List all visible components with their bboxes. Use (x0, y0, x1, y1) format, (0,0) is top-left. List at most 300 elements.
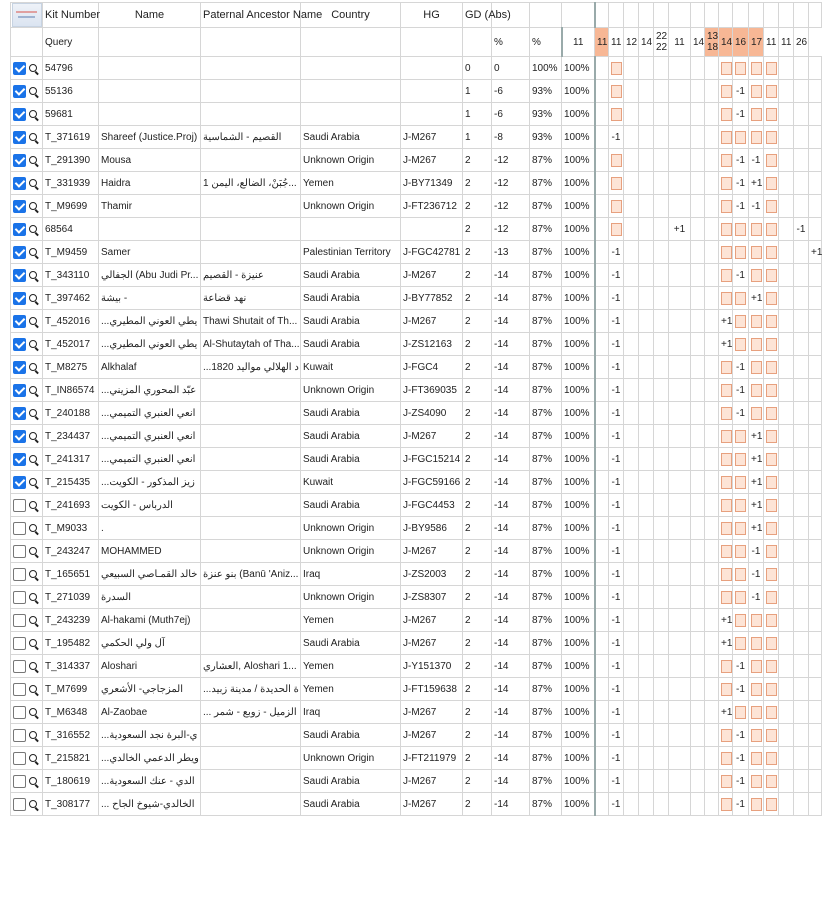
member-name: . (99, 517, 201, 540)
row-checkbox[interactable] (13, 315, 26, 328)
kit-number[interactable]: T_343110 (43, 264, 99, 287)
genetic-distance: 2 (463, 218, 492, 241)
col-country[interactable]: Country (301, 3, 401, 28)
row-checkbox[interactable] (13, 200, 26, 213)
marker-diff (809, 632, 822, 655)
table-row[interactable] (11, 494, 822, 517)
col-mutation-rate[interactable] (492, 3, 530, 28)
magnifier-icon[interactable] (29, 110, 37, 118)
table-row[interactable] (11, 195, 822, 218)
member-name: بيشة - (99, 287, 201, 310)
marker-diff (779, 425, 794, 448)
marker-diff: -1 (733, 678, 749, 701)
marker-diff (654, 724, 669, 747)
row-checkbox[interactable] (13, 798, 26, 811)
magnifier-icon[interactable] (29, 225, 37, 233)
marker-diff (691, 195, 705, 218)
col-marker-dys426[interactable] (595, 3, 609, 28)
magnifier-icon[interactable] (29, 340, 37, 348)
identical-percent: 87% (530, 678, 562, 701)
marker-diff (669, 471, 691, 494)
off-by-one-percent: 100% (562, 218, 595, 241)
row-checkbox[interactable] (13, 568, 26, 581)
table-row[interactable] (11, 241, 822, 264)
table-row[interactable] (11, 448, 822, 471)
marker-match-box (735, 614, 746, 627)
kit-number[interactable]: T_452016 (43, 310, 99, 333)
table-row[interactable] (11, 793, 822, 816)
table-row[interactable] (11, 425, 822, 448)
marker-diff (595, 724, 609, 747)
table-row[interactable] (11, 57, 822, 80)
magnifier-icon[interactable] (29, 432, 37, 440)
col-marker-dys392[interactable] (624, 3, 639, 28)
row-select-cell (11, 356, 43, 379)
kit-number[interactable]: T_331939 (43, 172, 99, 195)
marker-diff (595, 678, 609, 701)
row-checkbox[interactable] (13, 407, 26, 420)
country: Kuwait (301, 356, 401, 379)
col-marker-dys388[interactable] (764, 3, 779, 28)
identical-percent: 87% (530, 172, 562, 195)
marker-diff (639, 195, 654, 218)
marker-diff (639, 333, 654, 356)
magnifier-icon[interactable] (29, 248, 37, 256)
table-row[interactable] (11, 563, 822, 586)
row-checkbox[interactable] (13, 660, 26, 673)
table-row[interactable] (11, 80, 822, 103)
marker-diff (719, 655, 733, 678)
haplogroup: J-M267 (401, 632, 463, 655)
magnifier-icon[interactable] (29, 87, 37, 95)
col-marker-dys385[interactable] (719, 3, 733, 28)
table-row[interactable] (11, 379, 822, 402)
kit-number[interactable]: T_IN86574 (43, 379, 99, 402)
kit-number[interactable]: 55136 (43, 80, 99, 103)
query-marker-value: 17 (749, 28, 764, 57)
marker-diff (779, 609, 794, 632)
marker-diff (779, 57, 794, 80)
row-checkbox[interactable] (13, 522, 26, 535)
magnifier-icon[interactable] (29, 731, 37, 739)
marker-diff (719, 195, 733, 218)
kit-number[interactable]: T_241317 (43, 448, 99, 471)
marker-diff (669, 80, 691, 103)
row-checkbox[interactable] (13, 246, 26, 259)
marker-match-box (721, 246, 732, 259)
marker-diff (624, 57, 639, 80)
col-marker-dys389ii-i[interactable] (749, 3, 764, 28)
marker-diff (764, 57, 779, 80)
table-row[interactable] (11, 264, 822, 287)
marker-diff (779, 770, 794, 793)
kit-number[interactable]: T_234437 (43, 425, 99, 448)
marker-diff (669, 241, 691, 264)
kit-number[interactable]: T_243247 (43, 540, 99, 563)
off-by-one-percent: 100% (562, 356, 595, 379)
marker-match-box (751, 729, 762, 742)
row-checkbox[interactable] (13, 591, 26, 604)
col-hg[interactable]: HG (401, 3, 463, 28)
kit-number[interactable]: T_314337 (43, 655, 99, 678)
magnifier-icon[interactable] (29, 754, 37, 762)
marker-diff (691, 425, 705, 448)
kit-number[interactable]: T_M8275 (43, 356, 99, 379)
identical-percent: 87% (530, 402, 562, 425)
table-row[interactable] (11, 655, 822, 678)
member-name: Alkhalaf (99, 356, 201, 379)
kit-number[interactable]: T_241693 (43, 494, 99, 517)
marker-diff (691, 471, 705, 494)
marker-diff (705, 241, 719, 264)
kit-number[interactable]: T_243239 (43, 609, 99, 632)
row-checkbox[interactable] (13, 292, 26, 305)
marker-diff (639, 287, 654, 310)
magnifier-icon[interactable] (29, 179, 37, 187)
magnifier-icon[interactable] (29, 271, 37, 279)
kit-number[interactable]: T_M9033 (43, 517, 99, 540)
marker-diff (624, 356, 639, 379)
table-row[interactable] (11, 172, 822, 195)
paternal-ancestor (201, 586, 301, 609)
genetic-distance: 2 (463, 747, 492, 770)
marker-diff (764, 517, 779, 540)
marker-diff (764, 770, 779, 793)
paternal-ancestor: بنو عنزة (Banū 'Aniz... (201, 563, 301, 586)
table-row[interactable] (11, 609, 822, 632)
magnifier-icon[interactable] (29, 317, 37, 325)
marker-diff (809, 471, 822, 494)
haplogroup: J-FT236712 (401, 195, 463, 218)
marker-diff (779, 471, 794, 494)
row-checkbox[interactable] (13, 453, 26, 466)
marker-diff (639, 425, 654, 448)
marker-diff (779, 655, 794, 678)
kit-number[interactable]: T_452017 (43, 333, 99, 356)
magnifier-icon[interactable] (29, 524, 37, 532)
row-checkbox[interactable] (13, 269, 26, 282)
marker-diff: -1 (609, 494, 624, 517)
col-marker-dys438[interactable] (609, 3, 624, 28)
marker-diff (595, 103, 609, 126)
marker-diff (705, 701, 719, 724)
col-marker-dys439[interactable] (779, 3, 794, 28)
marker-diff (719, 494, 733, 517)
query-marker-value: 16 (733, 28, 749, 57)
marker-diff (794, 540, 809, 563)
magnifier-icon[interactable] (29, 478, 37, 486)
haplogroup: J-FT211979 (401, 747, 463, 770)
row-checkbox[interactable] (13, 614, 26, 627)
marker-diff (639, 770, 654, 793)
row-checkbox[interactable] (13, 683, 26, 696)
marker-diff: +1 (719, 333, 733, 356)
marker-diff (624, 103, 639, 126)
kit-number[interactable]: 68564 (43, 218, 99, 241)
magnifier-icon[interactable] (29, 64, 37, 72)
marker-diff (705, 471, 719, 494)
marker-diff (654, 149, 669, 172)
marker-diff (733, 333, 749, 356)
marker-diff (749, 701, 764, 724)
table-row[interactable] (11, 517, 822, 540)
col-marker-dys393[interactable] (639, 3, 654, 28)
marker-match-box (766, 384, 777, 397)
marker-diff (779, 586, 794, 609)
marker-diff (779, 632, 794, 655)
marker-diff (669, 310, 691, 333)
marker-diff (654, 678, 669, 701)
genetic-distance: 2 (463, 149, 492, 172)
identical-percent: 87% (530, 264, 562, 287)
table-row[interactable] (11, 770, 822, 793)
marker-match-box (766, 729, 777, 742)
row-checkbox[interactable] (13, 62, 26, 75)
col-marker-dys19[interactable] (705, 3, 719, 28)
marker-diff (779, 402, 794, 425)
magnifier-icon[interactable] (29, 685, 37, 693)
haplogroup: J-M267 (401, 264, 463, 287)
paternal-ancestor (201, 540, 301, 563)
marker-diff: -1 (733, 770, 749, 793)
haplogroup: J-M267 (401, 310, 463, 333)
off-by-one-percent: 100% (562, 448, 595, 471)
row-checkbox[interactable] (13, 85, 26, 98)
kit-number[interactable]: T_240188 (43, 402, 99, 425)
marker-diff (809, 310, 822, 333)
magnifier-icon[interactable] (29, 501, 37, 509)
row-checkbox[interactable] (13, 729, 26, 742)
kit-number[interactable]: T_215821 (43, 747, 99, 770)
row-checkbox[interactable] (13, 384, 26, 397)
marker-diff (691, 402, 705, 425)
marker-diff (794, 264, 809, 287)
table-row[interactable] (11, 287, 822, 310)
marker-match-box (721, 131, 732, 144)
magnifier-icon[interactable] (29, 593, 37, 601)
kit-number[interactable]: T_215435 (43, 471, 99, 494)
row-checkbox[interactable] (13, 338, 26, 351)
col-marker-dys437[interactable] (654, 3, 669, 28)
kit-number[interactable]: T_M7699 (43, 678, 99, 701)
magnifier-icon[interactable] (29, 363, 37, 371)
marker-diff (595, 379, 609, 402)
marker-diff (691, 103, 705, 126)
col-marker-y-gata-h4[interactable] (691, 3, 705, 28)
off-by-one-percent: 100% (562, 126, 595, 149)
marker-match-box (751, 407, 762, 420)
col-marker-ycaii[interactable] (669, 3, 691, 28)
table-row[interactable] (11, 632, 822, 655)
identical-percent: 87% (530, 356, 562, 379)
magnifier-icon[interactable] (29, 386, 37, 394)
kit-number[interactable]: T_371619 (43, 126, 99, 149)
row-checkbox[interactable] (13, 361, 26, 374)
col-off-by-one[interactable] (562, 3, 595, 28)
magnifier-icon[interactable] (29, 156, 37, 164)
col-paternal-ancestor[interactable]: Paternal Ancestor Name (201, 3, 301, 28)
marker-diff (691, 632, 705, 655)
table-row[interactable] (11, 310, 822, 333)
kit-number[interactable]: T_316552 (43, 724, 99, 747)
col-kit-number[interactable]: Kit Number (43, 3, 99, 28)
paternal-ancestor: القصيم - الشماسية (201, 126, 301, 149)
marker-diff: -1 (733, 747, 749, 770)
row-checkbox[interactable] (13, 430, 26, 443)
off-by-one-percent: 100% (562, 103, 595, 126)
mutation-log-sum: -14 (492, 793, 530, 816)
marker-diff: -1 (733, 172, 749, 195)
marker-diff (719, 218, 733, 241)
member-name: الدرباس - الكويت (99, 494, 201, 517)
marker-diff (691, 57, 705, 80)
row-checkbox[interactable] (13, 177, 26, 190)
marker-diff (764, 402, 779, 425)
table-row[interactable] (11, 586, 822, 609)
kit-number[interactable]: T_165651 (43, 563, 99, 586)
marker-diff (794, 563, 809, 586)
marker-match-box (735, 453, 746, 466)
marker-diff (639, 609, 654, 632)
genetic-distance: 2 (463, 770, 492, 793)
magnifier-icon[interactable] (29, 294, 37, 302)
magnifier-icon[interactable] (29, 547, 37, 555)
kit-number[interactable]: T_M9699 (43, 195, 99, 218)
marker-diff (809, 379, 822, 402)
magnifier-icon[interactable] (29, 570, 37, 578)
marker-diff (669, 149, 691, 172)
mutation-log-sum: -14 (492, 724, 530, 747)
kit-number[interactable]: T_195482 (43, 632, 99, 655)
magnifier-icon[interactable] (29, 409, 37, 417)
row-checkbox[interactable] (13, 752, 26, 765)
kit-number[interactable]: T_M6348 (43, 701, 99, 724)
col-marker-dys391[interactable] (794, 3, 809, 28)
col-name[interactable]: Name (99, 3, 201, 28)
marker-diff (669, 701, 691, 724)
marker-diff (779, 563, 794, 586)
marker-diff (639, 241, 654, 264)
kit-number[interactable]: T_291390 (43, 149, 99, 172)
marker-diff (691, 287, 705, 310)
haplogroup: J-BY77852 (401, 287, 463, 310)
row-checkbox[interactable] (13, 499, 26, 512)
marker-diff (764, 563, 779, 586)
magnifier-icon[interactable] (29, 708, 37, 716)
marker-diff (624, 471, 639, 494)
haplogroup (401, 80, 463, 103)
table-row[interactable] (11, 126, 822, 149)
magnifier-icon[interactable] (29, 616, 37, 624)
magnifier-icon[interactable] (29, 800, 37, 808)
magnifier-icon[interactable] (29, 639, 37, 647)
country: Saudi Arabia (301, 724, 401, 747)
marker-match-box (751, 85, 762, 98)
row-checkbox[interactable] (13, 706, 26, 719)
magnifier-icon[interactable] (29, 133, 37, 141)
marker-diff (669, 747, 691, 770)
magnifier-icon[interactable] (29, 662, 37, 670)
col-gd[interactable]: GD (Abs) (463, 3, 492, 28)
country (301, 57, 401, 80)
table-row[interactable] (11, 218, 822, 241)
mutation-log-sum: -8 (492, 126, 530, 149)
magnifier-icon[interactable] (29, 455, 37, 463)
paternal-ancestor (201, 793, 301, 816)
table-row[interactable] (11, 540, 822, 563)
marker-diff (624, 149, 639, 172)
magnifier-icon[interactable] (29, 202, 37, 210)
row-checkbox[interactable] (13, 154, 26, 167)
marker-diff (705, 793, 719, 816)
table-row[interactable] (11, 747, 822, 770)
row-checkbox[interactable] (13, 775, 26, 788)
row-checkbox[interactable] (13, 223, 26, 236)
query-marker-value: 11 (669, 28, 691, 57)
marker-diff (705, 126, 719, 149)
marker-diff (691, 678, 705, 701)
marker-diff (809, 540, 822, 563)
table-row[interactable] (11, 356, 822, 379)
magnifier-icon[interactable] (29, 777, 37, 785)
table-row[interactable] (11, 402, 822, 425)
mutation-log-sum: -12 (492, 195, 530, 218)
table-row[interactable] (11, 333, 822, 356)
table-row[interactable] (11, 701, 822, 724)
table-row[interactable] (11, 724, 822, 747)
paternal-ancestor (201, 471, 301, 494)
col-identical[interactable] (530, 3, 562, 28)
identical-percent: 87% (530, 218, 562, 241)
kit-number[interactable]: 59681 (43, 103, 99, 126)
table-row[interactable] (11, 471, 822, 494)
marker-diff: -1 (609, 678, 624, 701)
country: Yemen (301, 655, 401, 678)
table-row[interactable] (11, 149, 822, 172)
col-marker-dys447[interactable] (809, 3, 822, 28)
col-marker-dys389i[interactable] (733, 3, 749, 28)
row-checkbox[interactable] (13, 131, 26, 144)
kit-number[interactable]: T_397462 (43, 287, 99, 310)
country: Saudi Arabia (301, 448, 401, 471)
kit-number[interactable]: T_180619 (43, 770, 99, 793)
row-select-cell (11, 379, 43, 402)
table-row[interactable] (11, 103, 822, 126)
marker-diff (779, 172, 794, 195)
kit-number[interactable]: T_308177 (43, 793, 99, 816)
row-checkbox[interactable] (13, 108, 26, 121)
marker-diff (733, 310, 749, 333)
paternal-ancestor (201, 517, 301, 540)
kit-number[interactable]: 54796 (43, 57, 99, 80)
kit-number[interactable]: T_M9459 (43, 241, 99, 264)
kit-number[interactable]: T_271039 (43, 586, 99, 609)
row-checkbox[interactable] (13, 545, 26, 558)
marker-match-box (751, 384, 762, 397)
marker-diff (595, 241, 609, 264)
marker-diff (749, 310, 764, 333)
table-row[interactable] (11, 678, 822, 701)
marker-match-box (751, 775, 762, 788)
paternal-ancestor (201, 425, 301, 448)
marker-match-box (611, 223, 622, 236)
row-checkbox[interactable] (13, 637, 26, 650)
marker-match-box (766, 752, 777, 765)
marker-diff (764, 701, 779, 724)
row-checkbox[interactable] (13, 476, 26, 489)
marker-diff (639, 379, 654, 402)
member-name: ...ي-البرة نجد السعودية (99, 724, 201, 747)
